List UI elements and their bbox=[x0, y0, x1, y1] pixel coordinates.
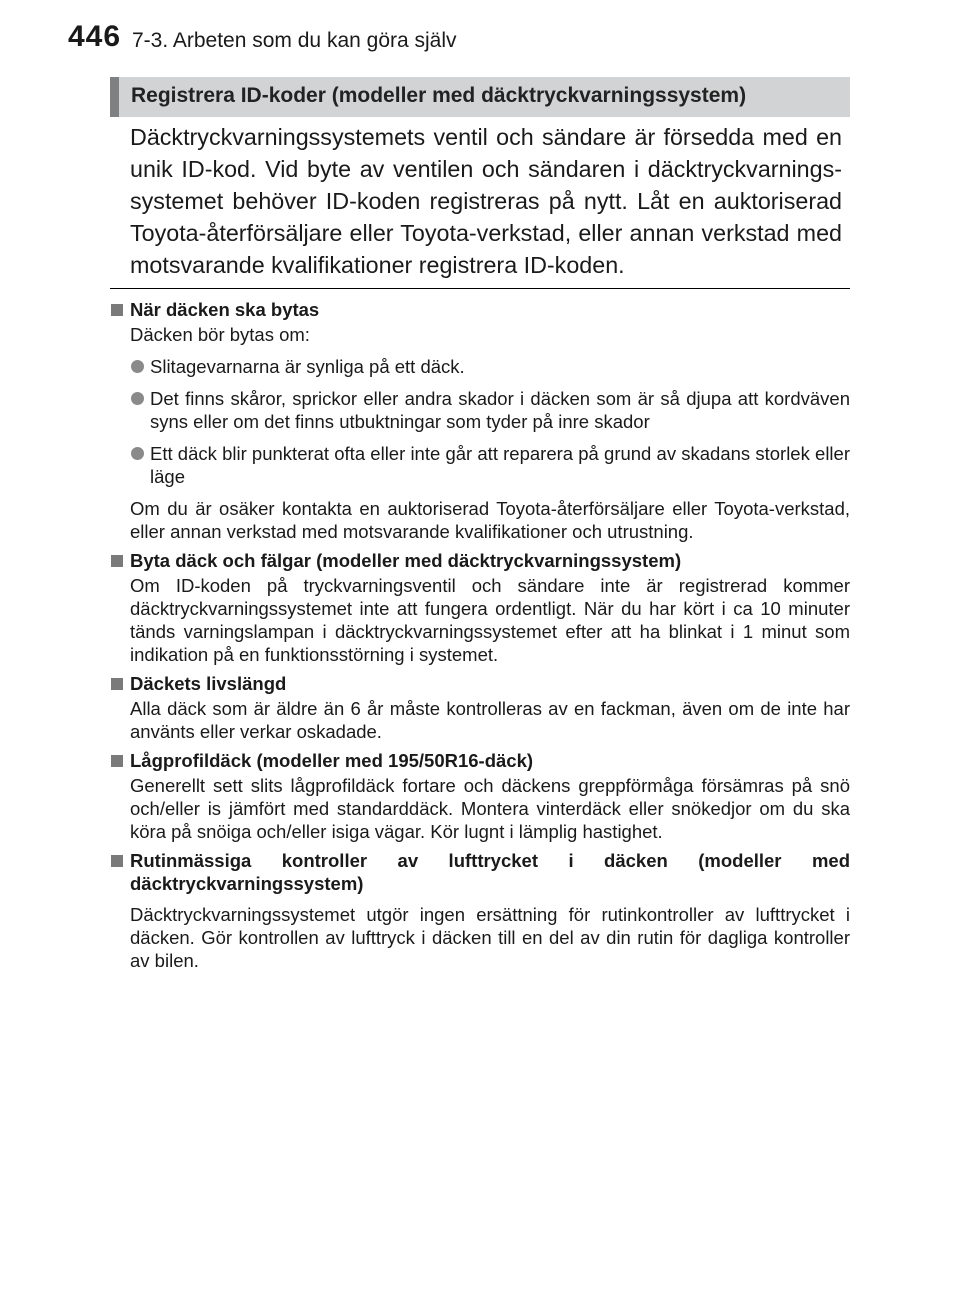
list-item-text: Slitagevarnarna är synliga på ett däck. bbox=[150, 356, 465, 377]
list-item bbox=[110, 442, 850, 488]
square-bullet-icon bbox=[111, 755, 123, 767]
section-heading bbox=[110, 749, 850, 772]
square-bullet-icon bbox=[111, 855, 123, 867]
page-number: 446 bbox=[68, 20, 122, 53]
content bbox=[110, 298, 850, 972]
banner-title: Registrera ID-koder (modeller med däcktryckvarningssystem) bbox=[131, 84, 747, 107]
section-text: Däcktryckvarningssystemet utgör ingen ersättning för rutinkontroller av lufttrycket i däcken. Gör kontrollen av lufttryck i däcken till en del av din rutin för dagliga kontroller av bilen. bbox=[130, 904, 850, 971]
section-heading-text: När däcken ska bytas bbox=[130, 299, 320, 320]
list-item-text: Ett däck blir punkterat ofta eller inte går att reparera på grund av skadans storlek eller läge bbox=[150, 443, 850, 487]
section-heading bbox=[110, 549, 850, 572]
section-heading bbox=[110, 298, 850, 321]
section-text: Alla däck som är äldre än 6 år måste kontrolleras av en fackman, även om de inte har använts eller verkar oskadade. bbox=[130, 698, 850, 742]
section-text: Om ID-koden på tryckvarningsventil och sändare inte är registrerad kommer däcktryckvarningssystemet inte att fungera ordentligt. När du har kört i ca 10 minuter tänds varningslampan i däcktryckvarningssystemet efter att ha blinkat i 1 minut som indikation på en funktionsstörning i systemet. bbox=[130, 575, 850, 665]
section-heading-text: Lågprofildäck (modeller med 195/50R16-däck) bbox=[130, 750, 534, 771]
list-item bbox=[110, 387, 850, 433]
section-heading-text: Däckets livslängd bbox=[130, 673, 287, 694]
circle-bullet-icon bbox=[131, 392, 144, 405]
section-text: Generellt sett slits lågprofildäck fortare och däckens greppförmåga försämras på snö och/eller is jämfört med standarddäck. Montera vinterdäck eller snökedjor om du ska köra på snöiga och/eller isiga vägar. Kör lugnt i lämplig hastighet. bbox=[130, 775, 850, 842]
circle-bullet-icon bbox=[131, 447, 144, 460]
circle-bullet-icon bbox=[131, 360, 144, 373]
divider bbox=[110, 288, 850, 289]
section-text: Om du är osäker kontakta en auktoriserad Toyota-återförsäljare eller Toyota-verkstad, eller annan verkstad med motsvarande kvalifikationer och utrustning. bbox=[130, 498, 850, 542]
section-banner bbox=[110, 77, 850, 117]
section-heading-text: Byta däck och fälgar (modeller med däcktryckvarningssystem) bbox=[130, 550, 682, 571]
intro-paragraph: Däcktryckvarningssystemets ventil och sändare är försedda med en unik ID-kod. Vid byte av ventilen och sändaren i däcktryckvarningssystemet behöver ID-koden registreras på nytt. Låt en auktoriserad Toyota-återförsäljare eller Toyota-verkstad, eller annan verkstad med motsvarande kvalifikationer registrera ID-koden. bbox=[130, 124, 842, 278]
section-heading bbox=[110, 849, 850, 895]
list-item-text: Det finns skåror, sprickor eller andra skador i däcken som är så djupa att kordväven syns eller om det finns utbuktningar som tyder på inre skador bbox=[150, 388, 850, 432]
square-bullet-icon bbox=[111, 555, 123, 567]
chapter-title: 7-3. Arbeten som du kan göra själv bbox=[132, 29, 457, 52]
square-bullet-icon bbox=[111, 304, 123, 316]
section-text: Däcken bör bytas om: bbox=[130, 324, 310, 345]
square-bullet-icon bbox=[111, 678, 123, 690]
banner-accent-bar bbox=[110, 77, 119, 117]
section-heading-text: Rutinmässiga kontroller av lufttrycket i däcken (modeller med däcktryckvarningssystem) bbox=[130, 850, 850, 894]
section-heading bbox=[110, 672, 850, 695]
list-item bbox=[110, 355, 850, 378]
